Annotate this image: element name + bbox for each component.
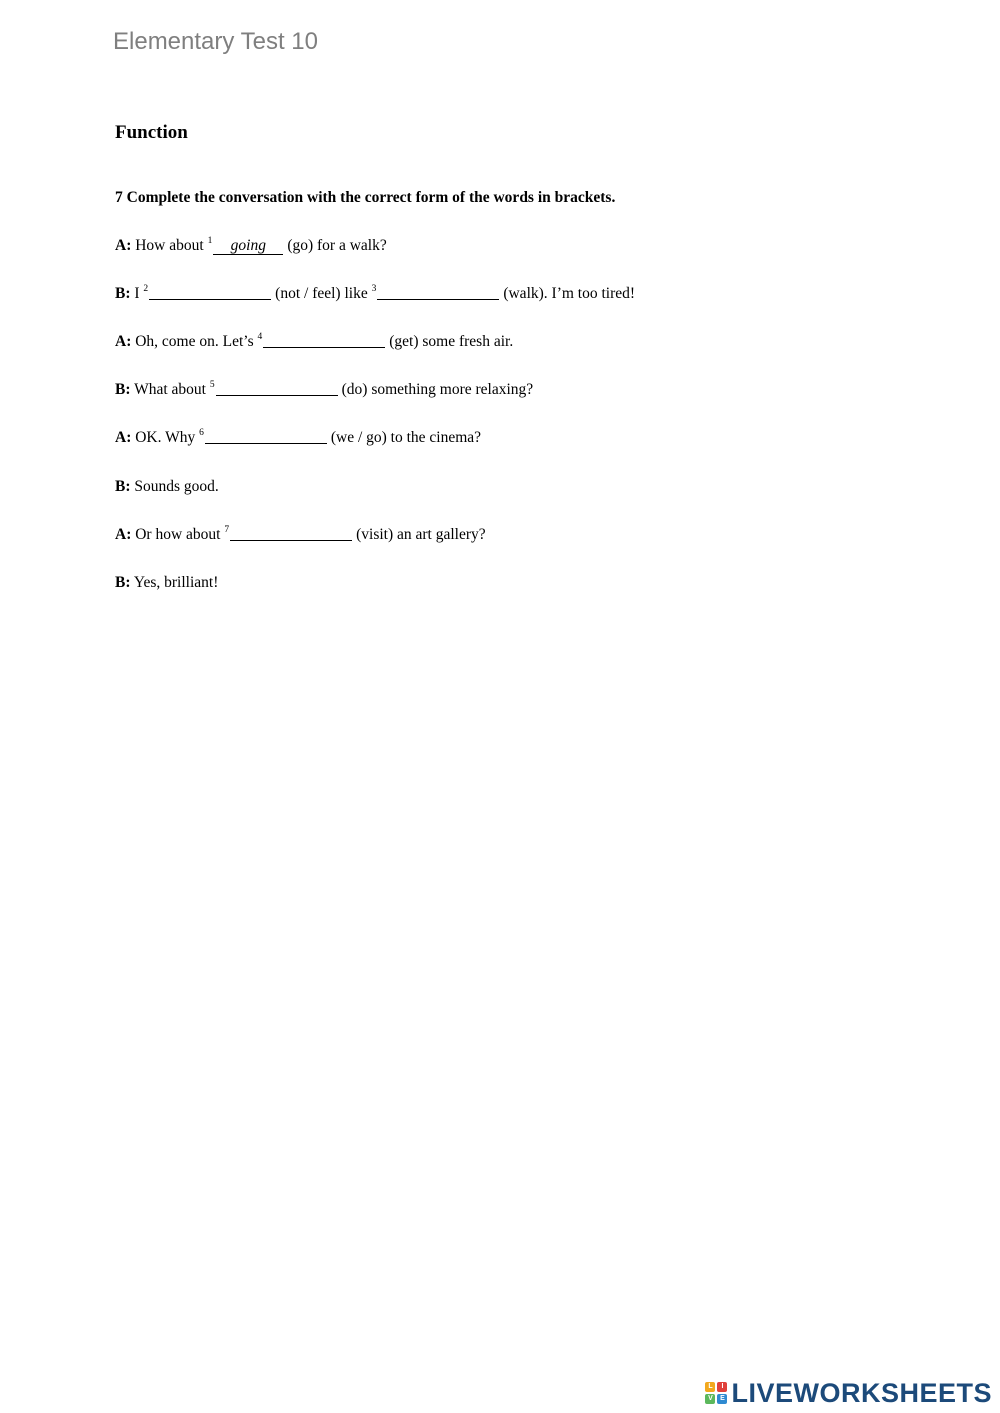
line-text: (walk). I’m too tired! <box>503 285 636 302</box>
gap-number: 4 <box>257 332 263 342</box>
dialogue-line-8 <box>115 573 218 593</box>
speaker-label: B: <box>115 574 131 591</box>
answer-blank-7[interactable] <box>230 525 352 541</box>
dialogue-line-3 <box>115 332 513 354</box>
logo-tile-e: E <box>717 1394 727 1404</box>
answer-blank-2[interactable] <box>149 284 271 300</box>
speaker-label: A: <box>115 333 132 350</box>
line-text: (visit) an art gallery? <box>356 526 486 543</box>
gap-number: 2 <box>143 284 149 294</box>
logo-text: LIVEWORKSHEETS <box>731 1378 992 1408</box>
answer-blank-4[interactable] <box>263 332 385 348</box>
answer-blank-5[interactable] <box>216 380 338 396</box>
line-text: Yes, brilliant! <box>133 574 219 591</box>
line-text: I <box>134 285 140 302</box>
line-text: (not / feel) like <box>275 285 368 302</box>
dialogue-line-2 <box>115 284 635 306</box>
line-text: What about <box>134 381 206 398</box>
dialogue-line-4 <box>115 380 533 402</box>
logo-tile-v: V <box>705 1394 715 1404</box>
speaker-label: B: <box>115 381 131 398</box>
section-title: Function <box>115 122 188 143</box>
logo-tile-l: L <box>705 1382 715 1392</box>
dialogue-line-1 <box>115 236 387 258</box>
gap-number: 5 <box>209 380 215 390</box>
speaker-label: B: <box>115 478 131 495</box>
gap-number: 6 <box>199 428 204 438</box>
line-text: OK. Why <box>135 429 196 446</box>
speaker-label: A: <box>115 526 132 543</box>
liveworksheets-logo <box>705 1379 992 1407</box>
page-header: Elementary Test 10 <box>113 28 318 55</box>
answer-blank-6[interactable] <box>205 428 327 444</box>
dialogue-line-6 <box>115 477 219 497</box>
exercise-instruction: 7 Complete the conversation with the correct form of the words in brackets. <box>115 189 616 206</box>
line-text: (go) for a walk? <box>287 237 387 254</box>
logo-tile-i: I <box>717 1382 727 1392</box>
example-answer: going <box>213 238 283 255</box>
line-text: How about <box>135 237 204 254</box>
answer-blank-3[interactable] <box>377 284 499 300</box>
line-text: Or how about <box>135 526 221 543</box>
speaker-label: A: <box>115 237 132 254</box>
line-text: Sounds good. <box>134 478 219 495</box>
dialogue-line-5 <box>115 428 481 450</box>
gap-number: 3 <box>371 284 377 294</box>
speaker-label: B: <box>115 285 131 302</box>
line-text: (do) something more relaxing? <box>341 381 534 398</box>
logo-mark-icon <box>705 1382 727 1404</box>
line-text: Oh, come on. Let’s <box>135 333 254 350</box>
gap-number: 7 <box>224 525 230 535</box>
gap-number: 1 <box>207 236 213 246</box>
dialogue-line-7 <box>115 525 486 547</box>
speaker-label: A: <box>115 429 132 446</box>
line-text: (get) some fresh air. <box>389 333 514 350</box>
line-text: (we / go) to the cinema? <box>330 429 482 446</box>
